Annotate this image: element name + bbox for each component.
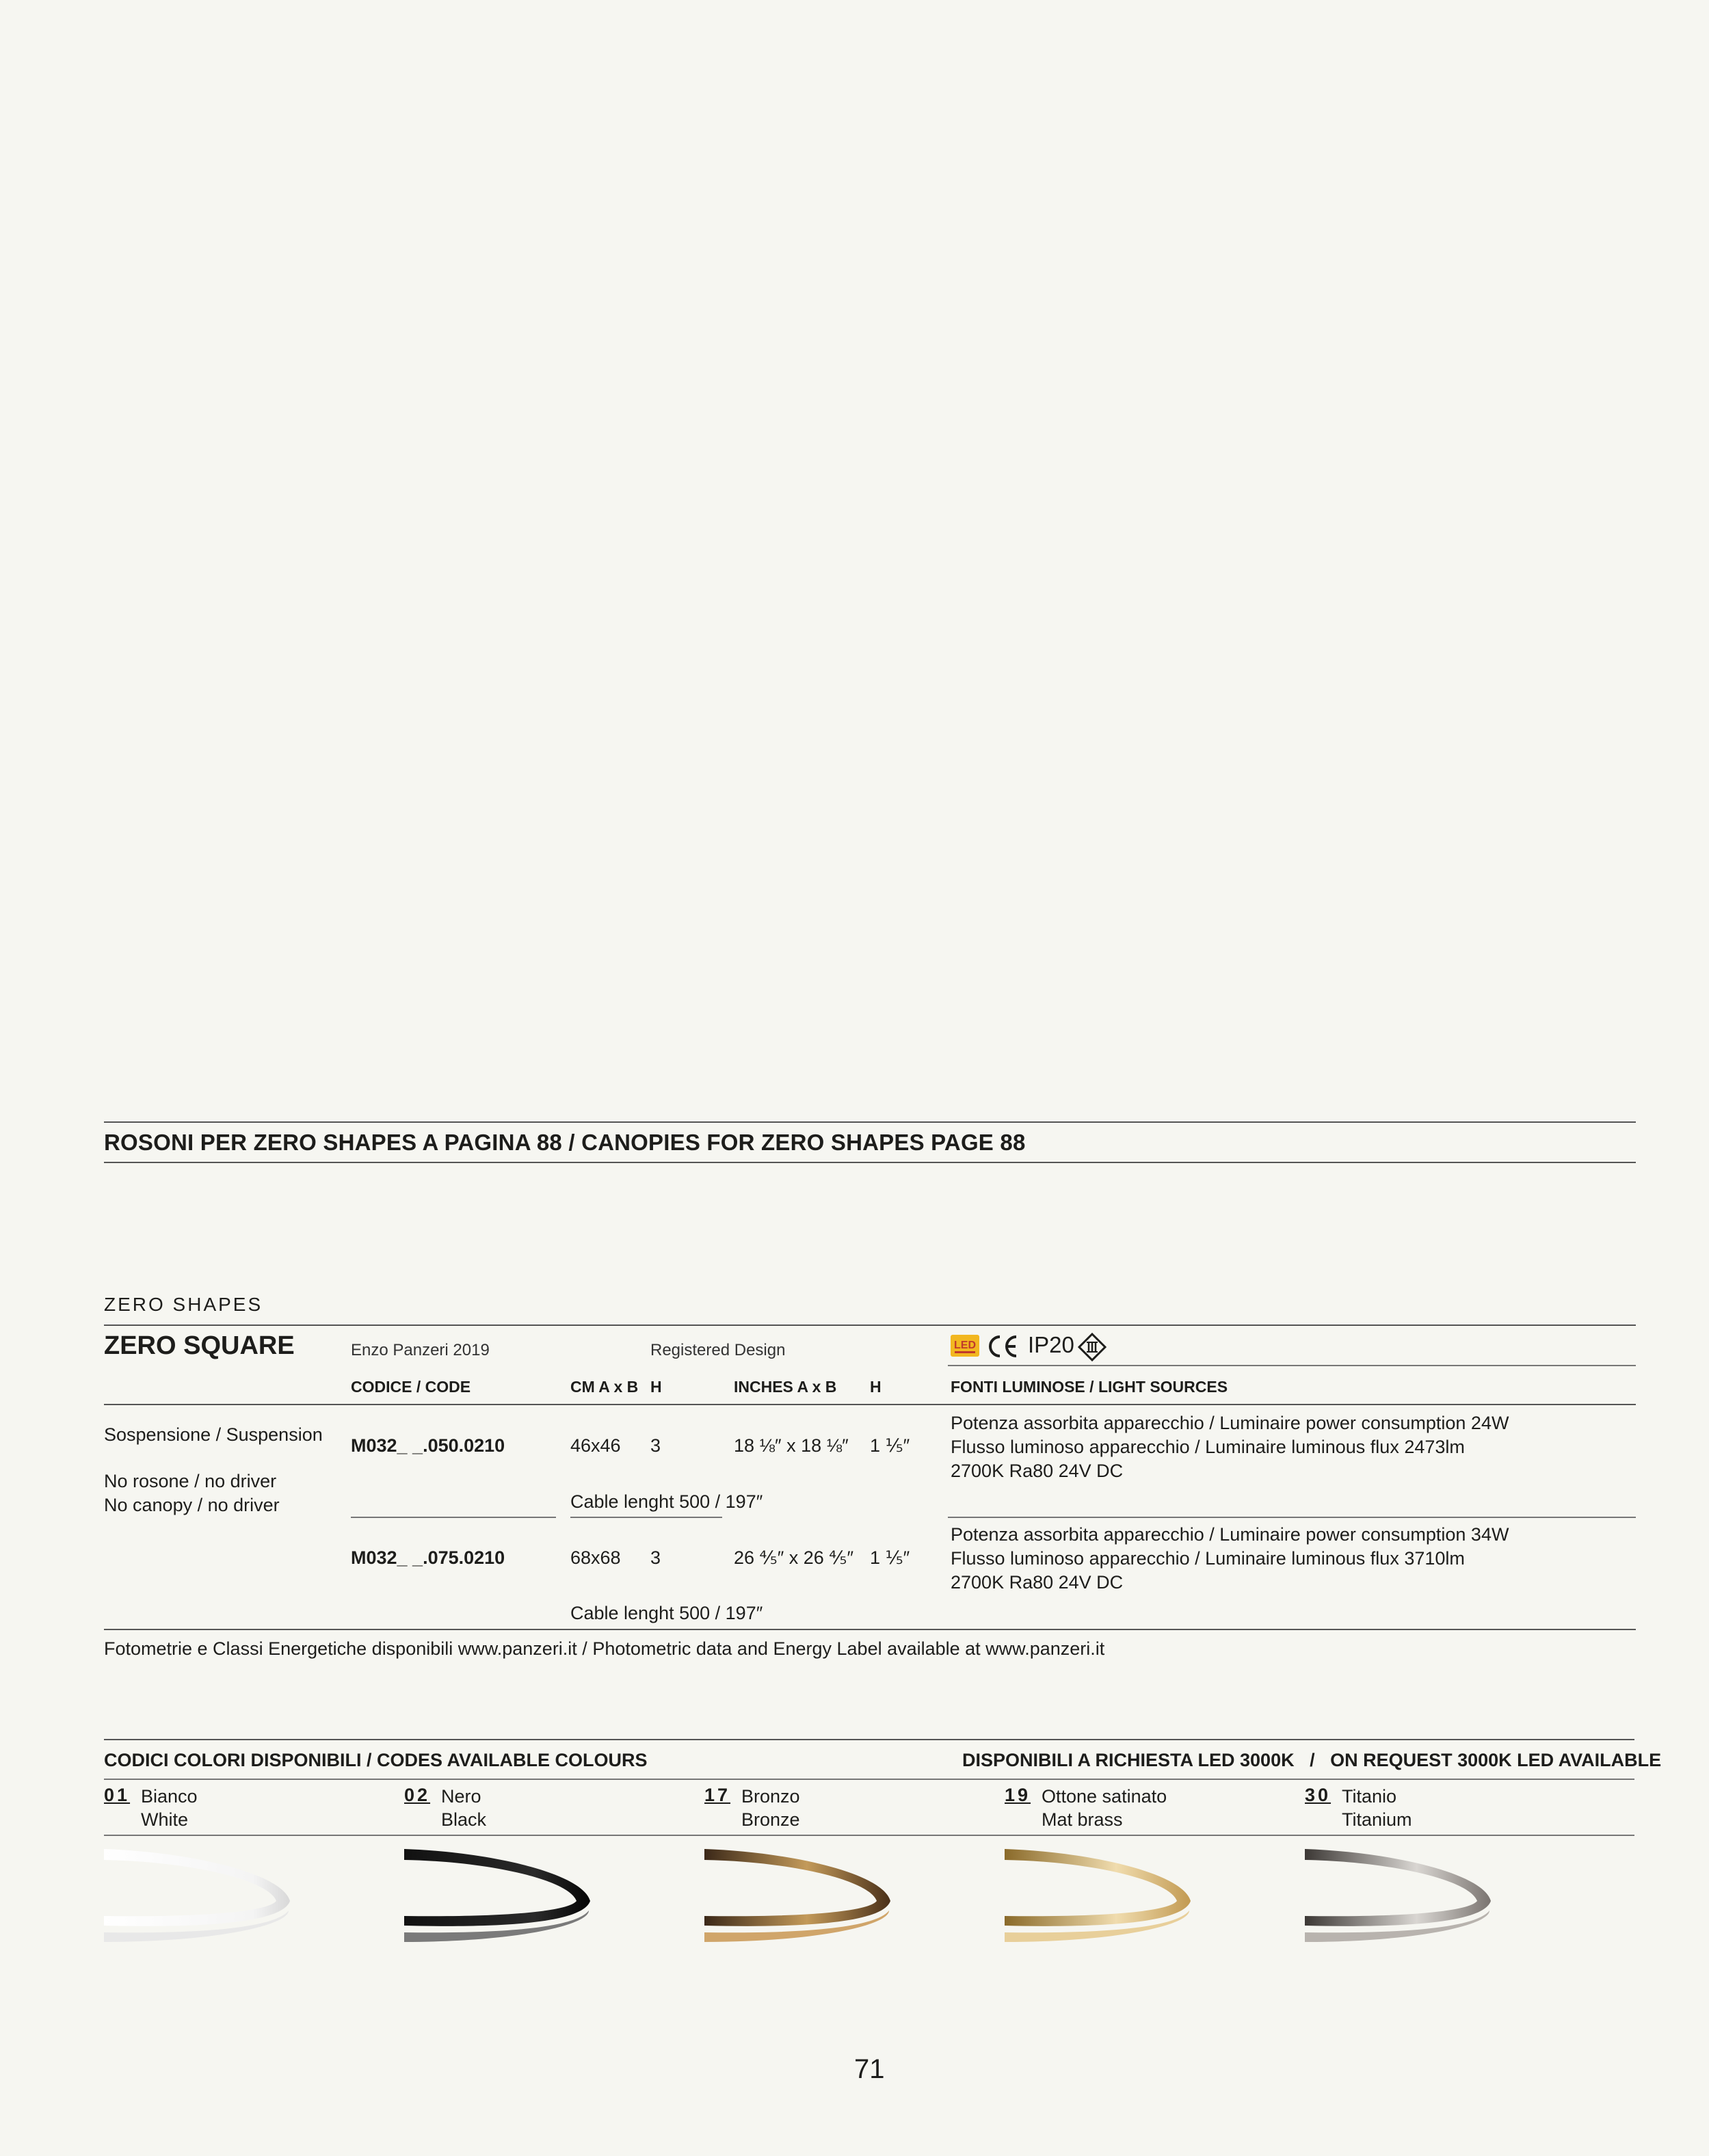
note-line-1: No rosone / no driver	[104, 1471, 277, 1491]
row1-h-in: 1 ⅕″	[870, 1435, 910, 1456]
class-iii-icon	[1078, 1333, 1107, 1361]
photometric-note: Fotometrie e Classi Energetiche disponibili www.panzeri.it / Photometric data and Energy Label available at www.panzeri.it	[104, 1638, 1105, 1659]
colour-code-02: 02	[404, 1785, 431, 1805]
top-rule	[104, 1121, 1636, 1123]
row1-inches: 18 ⅛″ x 18 ⅛″	[734, 1435, 849, 1456]
product-top-rule	[104, 1325, 1636, 1326]
colour-code-17: 17	[704, 1785, 731, 1805]
row1-cm: 46x46	[570, 1435, 621, 1456]
row1-temp: 2700K Ra80 24V DC	[951, 1461, 1124, 1481]
colours-title: CODICI COLORI DISPONIBILI / CODES AVAILABLE COLOURS	[104, 1750, 648, 1770]
colour-name-en: Titanium	[1342, 1809, 1412, 1830]
header-light-sources: FONTI LUMINOSE / LIGHT SOURCES	[951, 1378, 1228, 1396]
header-inches: INCHES A x B	[734, 1378, 837, 1396]
table-bottom-rule	[104, 1629, 1636, 1630]
colour-name-en: White	[141, 1809, 189, 1830]
row1-sources	[951, 1411, 1509, 1483]
row2-code: M032_ _.075.0210	[351, 1547, 505, 1568]
colours-request-note: DISPONIBILI A RICHIESTA LED 3000K / ON REQUEST 3000K LED AVAILABLE	[962, 1750, 1662, 1770]
header-h-cm: H	[650, 1378, 662, 1396]
colour-name-it: Bianco	[141, 1786, 198, 1807]
ring-swatch-titanium	[1305, 1845, 1498, 1954]
colour-code-19: 19	[1005, 1785, 1031, 1805]
row1-cable: Cable lenght 500 / 197″	[570, 1491, 763, 1512]
row2-cm: 68x68	[570, 1547, 621, 1568]
colour-code-30: 30	[1305, 1785, 1332, 1805]
row2-h-cm: 3	[650, 1547, 661, 1568]
row2-power: Potenza assorbita apparecchio / Luminaire power consumption 34W	[951, 1524, 1509, 1545]
ip-rating: IP20	[1028, 1332, 1074, 1357]
row1-h-cm: 3	[650, 1435, 661, 1456]
colour-list	[104, 1785, 1634, 1833]
registered-design: Registered Design	[650, 1341, 786, 1359]
header-code: CODICE / CODE	[351, 1378, 471, 1396]
title-bottom-rule	[104, 1162, 1636, 1163]
family-label: ZERO SHAPES	[104, 1294, 263, 1315]
colours-header-rule	[104, 1779, 1634, 1780]
type-label: Sospensione / Suspension	[104, 1424, 323, 1445]
icons-rule	[948, 1365, 1636, 1366]
colours-top-rule	[104, 1739, 1634, 1740]
row2-inches: 26 ⅘″ x 26 ⅘″	[734, 1547, 854, 1568]
row1-rule-b	[570, 1517, 722, 1518]
designer: Enzo Panzeri 2019	[351, 1341, 490, 1359]
ring-swatch-bronze	[704, 1845, 897, 1954]
row1-power: Potenza assorbita apparecchio / Luminaire power consumption 24W	[951, 1413, 1509, 1433]
row1-rule-a	[351, 1517, 556, 1518]
ring-swatch-white	[104, 1845, 297, 1954]
colour-name-en: Bronze	[741, 1809, 800, 1830]
header-rule	[104, 1404, 1636, 1405]
colours-bottom-rule	[104, 1835, 1634, 1836]
row2-h-in: 1 ⅕″	[870, 1547, 910, 1568]
colour-code-01: 01	[104, 1785, 131, 1805]
product-name: ZERO SQUARE	[104, 1331, 295, 1360]
colour-name-en: Mat brass	[1042, 1809, 1123, 1830]
ring-swatch-mat-brass	[1005, 1845, 1197, 1954]
row2-flux: Flusso luminoso apparecchio / Luminaire luminous flux 3710lm	[951, 1548, 1465, 1569]
colour-name-it: Bronzo	[741, 1786, 800, 1807]
colour-name-it: Titanio	[1342, 1786, 1397, 1807]
svg-text:LED: LED	[954, 1340, 976, 1351]
row2-sources	[951, 1523, 1509, 1595]
ring-swatch-black	[404, 1845, 597, 1954]
row1-flux: Flusso luminoso apparecchio / Luminaire luminous flux 2473lm	[951, 1437, 1465, 1457]
led-icon	[951, 1333, 979, 1358]
row2-cable: Cable lenght 500 / 197″	[570, 1603, 763, 1623]
colour-name-it: Nero	[441, 1786, 481, 1807]
page-number: 71	[854, 2054, 885, 2084]
colour-name-en: Black	[441, 1809, 487, 1830]
note-line-2: No canopy / no driver	[104, 1495, 280, 1515]
header-cm: CM A x B	[570, 1378, 639, 1396]
row1-code: M032_ _.050.0210	[351, 1435, 505, 1456]
header-h-in: H	[870, 1378, 882, 1396]
row1-rule-c	[948, 1517, 1636, 1518]
colour-name-it: Ottone satinato	[1042, 1786, 1167, 1807]
canopies-title: ROSONI PER ZERO SHAPES A PAGINA 88 / CANOPIES FOR ZERO SHAPES PAGE 88	[104, 1130, 1026, 1155]
row2-temp: 2700K Ra80 24V DC	[951, 1572, 1124, 1593]
ce-mark-icon	[986, 1333, 1020, 1359]
